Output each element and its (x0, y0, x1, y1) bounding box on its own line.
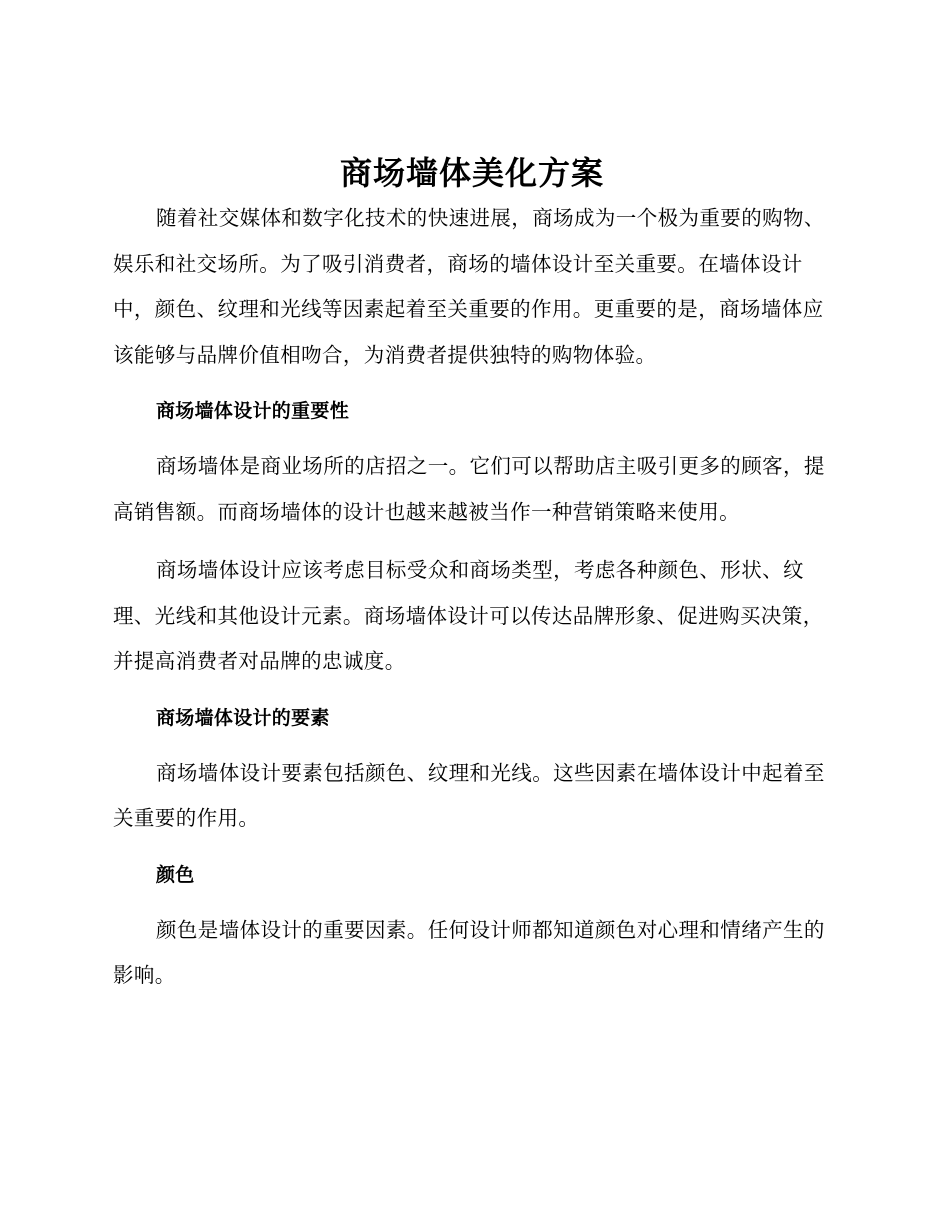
document-title: 商场墙体美化方案 (339, 154, 604, 192)
section-heading-color: 颜色 (156, 863, 195, 886)
document-page (113, 150, 831, 999)
intro-paragraph: 随着社交媒体和数字化技术的快速进展，商场成为一个极为重要的购物、娱乐和社交场所。为了吸引消费者，商场的墙体设计至关重要。在墙体设计中，颜色、纹理和光线等因素起着至关重要的作用。更重要的是，商场墙体应该能够与品牌价值相吻合，为消费者提供独特的购物体验。 (113, 206, 825, 367)
section-heading-importance: 商场墙体设计的重要性 (156, 400, 350, 422)
importance-paragraph-2: 商场墙体设计应该考虑目标受众和商场类型，考虑各种颜色、形状、纹理、光线和其他设计元素。商场墙体设计可以传达品牌形象、促进购买决策，并提高消费者对品牌的忠诚度。 (113, 558, 824, 673)
section-heading-elements: 商场墙体设计的要素 (156, 706, 330, 729)
color-paragraph-1: 颜色是墙体设计的重要因素。任何设计师都知道颜色对心理和情绪产生的影响。 (113, 917, 825, 987)
elements-paragraph-1: 商场墙体设计要素包括颜色、纹理和光线。这些因素在墙体设计中起着至关重要的作用。 (113, 760, 825, 830)
importance-paragraph-1: 商场墙体是商业场所的店招之一。它们可以帮助店主吸引更多的顾客，提高销售额。而商场墙体的设计也越来越被当作一种营销策略来使用。 (113, 454, 825, 524)
